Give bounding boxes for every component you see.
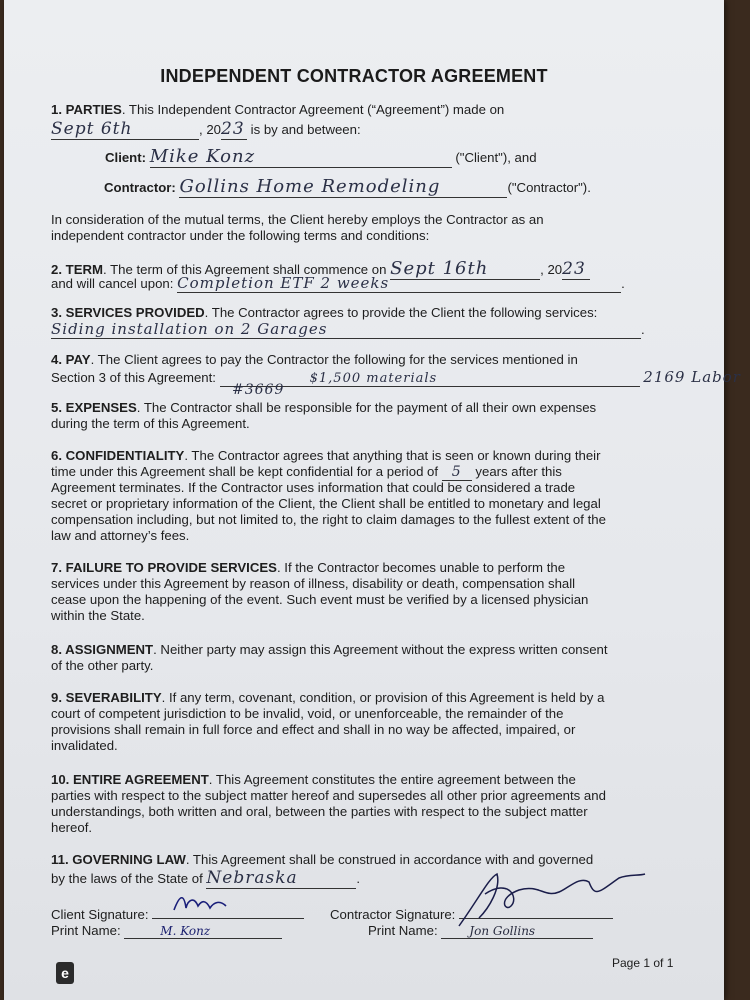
s2-line-2: and will cancel upon: Completion ETF 2 weeks . bbox=[51, 274, 625, 292]
s6-line-2: time under this Agreement shall be kept confidential for a period of 5 years after this bbox=[51, 464, 562, 480]
start-year-handwritten: 23 bbox=[562, 259, 590, 280]
contractor-name-handwritten: Gollins Home Remodeling bbox=[179, 176, 507, 198]
materials-handwritten: $1,500 materials bbox=[220, 371, 640, 387]
start-date-handwritten: Sept 16th bbox=[390, 258, 540, 280]
contractor-signature-field bbox=[459, 904, 613, 919]
s6-line-4: secret or proprietary information of the Client, the Client shall be entitled to monetary and legal bbox=[51, 496, 601, 511]
s9-line-2: court of competent jurisdiction to be invalid, void, or unenforceable, the remainder of the bbox=[51, 706, 564, 721]
intro-line-2: independent contractor under the following terms and conditions: bbox=[51, 228, 430, 243]
pay-total-handwritten: #3669 bbox=[232, 382, 285, 398]
s6-line-6: law and attorney’s fees. bbox=[51, 528, 190, 543]
client-signature-field bbox=[152, 904, 304, 919]
s5-line-1: 5. EXPENSES. The Contractor shall be responsible for the payment of all their own expenses bbox=[51, 400, 597, 415]
s10-line-3: understandings, both written and oral, between the parties with respect to the subject matter bbox=[51, 804, 588, 819]
agreement-date-handwritten: Sept 6th bbox=[51, 119, 199, 140]
s10-heading: 10. ENTIRE AGREEMENT bbox=[51, 772, 209, 787]
client-signature-line: Client Signature: bbox=[51, 904, 304, 922]
document-title: INDEPENDENT CONTRACTOR AGREEMENT bbox=[160, 66, 548, 86]
s7-line-1: 7. FAILURE TO PROVIDE SERVICES. If the Contractor becomes unable to perform the bbox=[51, 560, 566, 575]
client-line: Client: Mike Konz ("Client"), and bbox=[105, 146, 537, 167]
s8-line-1: 8. ASSIGNMENT. Neither party may assign this Agreement without the express written consent bbox=[51, 642, 608, 657]
cancel-condition-handwritten: Completion ETF 2 weeks bbox=[177, 274, 621, 293]
s2-line-1: 2. TERM. The term of this Agreement shall commence on Sept 16th , 2023 bbox=[51, 258, 590, 280]
s7-heading: 7. FAILURE TO PROVIDE SERVICES bbox=[51, 560, 277, 575]
s10-line-1: 10. ENTIRE AGREEMENT. This Agreement constitutes the entire agreement between the bbox=[51, 772, 576, 787]
s6-line-3: Agreement terminates. If the Contractor uses information that could be considered a trade bbox=[51, 480, 576, 495]
s8-heading: 8. ASSIGNMENT bbox=[51, 642, 154, 657]
s3-heading: 3. SERVICES PROVIDED bbox=[51, 305, 205, 320]
s11-heading: 11. GOVERNING LAW bbox=[51, 852, 186, 867]
labor-handwritten: 2169 Labor bbox=[643, 368, 741, 386]
contractor-print-line: Print Name: Jon Gollins bbox=[368, 923, 593, 939]
s7-line-4: within the State. bbox=[51, 608, 145, 623]
client-name-handwritten: Mike Konz bbox=[150, 146, 452, 168]
document-logo-icon: e bbox=[56, 962, 74, 984]
s6-line-5: compensation including, but not limited to, the right to claim damages to the fullest extent of the bbox=[51, 512, 606, 527]
s2-heading: 2. TERM bbox=[51, 262, 104, 277]
s4-line-2: Section 3 of this Agreement: $1,500 materials 2169 Labor bbox=[51, 368, 741, 386]
contractor-signature-ink bbox=[449, 868, 649, 928]
s10-line-2: parties with respect to the subject matter hereof and supersedes all other prior agreements and bbox=[51, 788, 606, 803]
s6-heading: 6. CONFIDENTIALITY bbox=[51, 448, 185, 463]
s5-heading: 5. EXPENSES bbox=[51, 400, 137, 415]
s5-line-2: during the term of this Agreement. bbox=[51, 416, 250, 431]
s3-line-1: 3. SERVICES PROVIDED. The Contractor agrees to provide the Client the following services: bbox=[51, 305, 598, 320]
client-print-line: Print Name: M. Konz bbox=[51, 923, 282, 939]
s9-line-4: invalidated. bbox=[51, 738, 118, 753]
s11-line-1: 11. GOVERNING LAW. This Agreement shall be construed in accordance with and governed bbox=[51, 852, 594, 867]
s3-line-2: Siding installation on 2 Garages . bbox=[51, 320, 645, 338]
s9-line-1: 9. SEVERABILITY. If any term, covenant, condition, or provision of this Agreement is held by a bbox=[51, 690, 605, 705]
s6-line-1: 6. CONFIDENTIALITY. The Contractor agrees that anything that is seen or known during their bbox=[51, 448, 601, 463]
document-page bbox=[4, 0, 741, 1000]
client-signature-ink bbox=[170, 890, 240, 918]
contractor-print-name-handwritten: Jon Gollins bbox=[441, 924, 593, 939]
state-handwritten: Nebraska bbox=[206, 868, 356, 889]
s9-heading: 9. SEVERABILITY bbox=[51, 690, 162, 705]
s1-heading: 1. PARTIES bbox=[51, 102, 122, 117]
s7-line-2: services under this Agreement by reason of illness, disability or death, compensation shall bbox=[51, 576, 576, 591]
client-print-name-handwritten: M. Konz bbox=[124, 924, 282, 939]
s7-line-3: cease upon the happening of the event. Such event must be verified by a licensed physician bbox=[51, 592, 589, 607]
agreement-year-handwritten: 23 bbox=[221, 119, 247, 140]
contractor-line: Contractor: Gollins Home Remodeling ("Contractor"). bbox=[104, 176, 591, 197]
contractor-signature-line: Contractor Signature: bbox=[330, 904, 613, 922]
s1-line-1: 1. PARTIES. This Independent Contractor Agreement (“Agreement”) made on bbox=[51, 102, 505, 117]
intro-line-1: In consideration of the mutual terms, the Client hereby employs the Contractor as an bbox=[51, 212, 544, 227]
page-number: Page 1 of 1 bbox=[612, 956, 674, 970]
s4-heading: 4. PAY bbox=[51, 352, 91, 367]
s10-line-4: hereof. bbox=[51, 820, 93, 835]
s4-line-1: 4. PAY. The Client agrees to pay the Contractor the following for the services mentioned in bbox=[51, 352, 578, 367]
confidential-years-handwritten: 5 bbox=[442, 464, 472, 481]
s9-line-3: provisions shall remain in full force and effect and shall in no way be affected, impaired, or bbox=[51, 722, 576, 737]
s1-line-2: Sept 6th , 2023 is by and between: bbox=[51, 119, 361, 139]
s11-line-2: by the laws of the State of Nebraska . bbox=[51, 868, 361, 888]
services-handwritten: Siding installation on 2 Garages bbox=[51, 320, 641, 339]
s8-line-2: of the other party. bbox=[51, 658, 154, 673]
